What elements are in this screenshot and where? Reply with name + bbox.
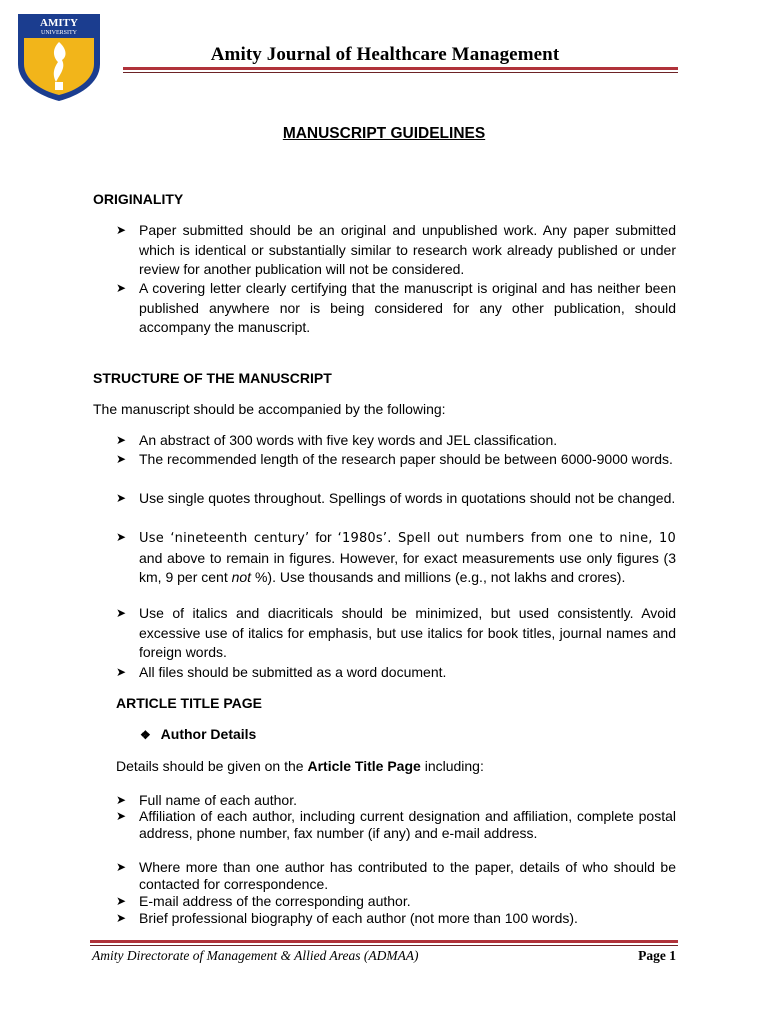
list-item-text: All files should be submitted as a word document.	[139, 664, 447, 680]
list-item-text: Full name of each author.	[139, 792, 297, 808]
list-item	[116, 808, 676, 842]
list-item-text: The recommended length of the research paper should be between 6000-9000 words.	[139, 451, 673, 467]
list-item	[116, 450, 676, 470]
list-item	[116, 489, 676, 509]
text-run: and above to remain in figures. However, for exact measurements use only figures (3 km, 9 per cent	[139, 549, 676, 585]
list-item-text: Paper submitted should be an original and unpublished work. Any paper submitted which is identical or substantially similar to research work already published or under review for another publication will not be considered.	[139, 222, 676, 277]
text-run: ‘1980s’. Spell out numbers from one to nine, 10	[337, 531, 676, 546]
list-item-text: Affiliation of each author, including current designation and affiliation, complete postal address, phone number, fax number (if any) and e-mail address.	[139, 808, 676, 841]
list-item	[116, 431, 676, 451]
list-item	[116, 663, 676, 683]
page-title: MANUSCRIPT GUIDELINES	[282, 125, 486, 142]
list-item-text: A covering letter clearly certifying that the manuscript is original and has neither been published anywhere nor is being considered for any other publication, should accompany the manuscript.	[139, 280, 676, 335]
diamond-bullet-icon: ❖	[140, 728, 151, 742]
list-item-text: Where more than one author has contributed to the paper, details of who should be contacted for correspondence.	[139, 859, 676, 892]
list-item	[116, 279, 676, 338]
structure-intro: The manuscript should be accompanied by the following:	[93, 401, 446, 417]
page-number: Page 1	[638, 948, 676, 963]
arrowhead-bullet-icon: ➤	[116, 281, 127, 295]
list-item	[116, 604, 676, 663]
bold-text: Article Title Page	[307, 758, 421, 774]
italic-text: not	[231, 569, 252, 585]
text-run: %). Use thousands and millions (e.g., not lakhs and crores).	[251, 569, 626, 585]
logo-text-top: AMITY	[40, 17, 78, 29]
section-heading-structure: STRUCTURE OF THE MANUSCRIPT	[93, 370, 332, 386]
arrowhead-bullet-icon: ➤	[116, 452, 127, 466]
arrowhead-bullet-icon: ➤	[116, 911, 127, 925]
text-run: Use ‘nineteenth century’	[139, 531, 310, 546]
arrowhead-bullet-icon: ➤	[116, 606, 127, 620]
list-item-text	[139, 528, 676, 588]
list-item-text: Brief professional biography of each author (not more than 100 words).	[139, 910, 578, 926]
subheading-text: Author Details	[160, 726, 257, 742]
arrowhead-bullet-icon: ➤	[116, 223, 127, 237]
header-rule-thin	[123, 72, 678, 73]
footer-rule	[90, 940, 678, 943]
text-run: for	[309, 529, 338, 545]
footer-rule-thin	[90, 945, 678, 946]
arrowhead-bullet-icon: ➤	[116, 860, 127, 874]
arrowhead-bullet-icon: ➤	[116, 530, 127, 544]
section-heading-originality: ORIGINALITY	[93, 191, 184, 207]
list-item	[116, 893, 676, 910]
amity-university-logo	[16, 12, 102, 102]
arrowhead-bullet-icon: ➤	[116, 491, 127, 505]
list-item-text: Use of italics and diacriticals should be minimized, but used consistently. Avoid excessive use of italics for emphasis, but use italics for book titles, journal names and foreign words.	[139, 605, 676, 660]
list-item-text: An abstract of 300 words with five key words and JEL classification.	[139, 432, 558, 448]
arrowhead-bullet-icon: ➤	[116, 433, 127, 447]
list-item	[116, 792, 676, 809]
list-item	[116, 910, 676, 927]
footer-publisher: Amity Directorate of Management & Allied Areas (ADMAA)	[92, 948, 419, 963]
arrowhead-bullet-icon: ➤	[116, 809, 127, 823]
author-details-intro	[116, 757, 484, 777]
list-item-text: Use single quotes throughout. Spellings of words in quotations should not be changed.	[139, 490, 676, 506]
section-heading-article-title-page: ARTICLE TITLE PAGE	[116, 695, 262, 711]
arrowhead-bullet-icon: ➤	[116, 894, 127, 908]
arrowhead-bullet-icon: ➤	[116, 665, 127, 679]
text-run: Details should be given on the	[116, 758, 308, 774]
arrowhead-bullet-icon: ➤	[116, 793, 127, 807]
logo-text-sub: UNIVERSITY	[41, 30, 77, 36]
header-rule	[123, 67, 678, 70]
list-item	[116, 528, 676, 588]
text-run: including:	[420, 758, 484, 774]
journal-title: Amity Journal of Healthcare Management	[210, 44, 560, 65]
list-item	[116, 221, 676, 280]
list-item-text: E-mail address of the corresponding author.	[139, 893, 411, 909]
subheading-author-details	[140, 726, 256, 742]
list-item	[116, 859, 676, 893]
